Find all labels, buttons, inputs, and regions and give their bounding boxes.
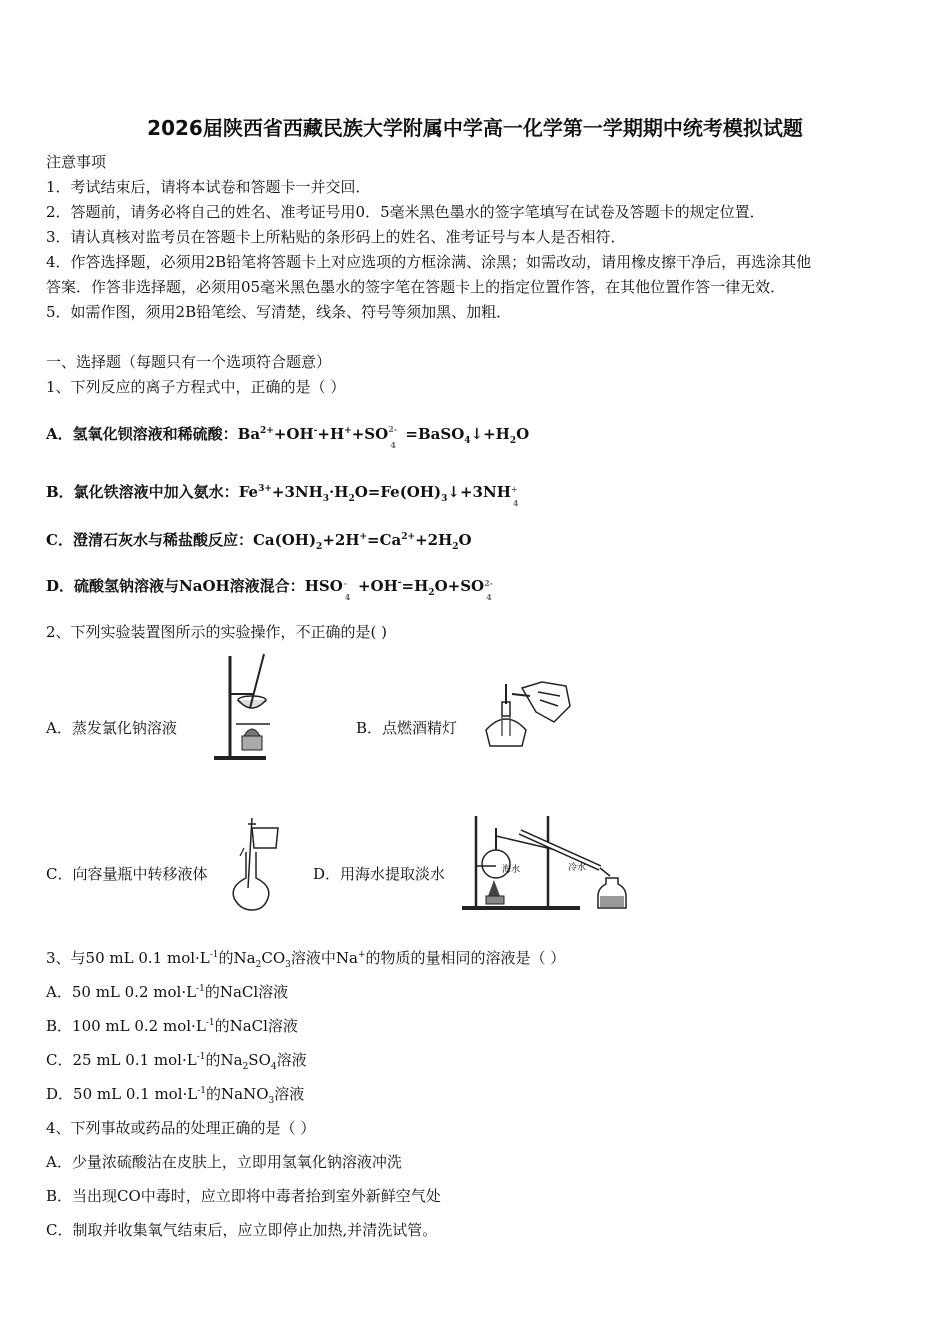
evaporation-apparatus-figure: [208, 652, 272, 764]
question-3-stem: 3、与50 mL 0.1 $mol\cdot L^{-1}$的$Na_2CO_3$溶液中Na+的物质的量相同的溶液是（ ）: [46, 949, 566, 970]
notice-item: 4．作答选择题，必须用2B铅笔将答题卡上对应选项的方框涂满、涂黑；如需改动，请用橡皮擦干净后，再选涂其他: [46, 253, 812, 271]
q1-option-c: C．澄清石灰水与稀盐酸反应：$Ca(OH)_2+2H^+=Ca^{2+}+2H_2O$: [46, 531, 472, 552]
q3-option-d: D．50 mL 0.1 $mol\cdot L^{-1}$的NaNO$_3$溶液: [46, 1085, 305, 1106]
q2-option-a: A．蒸发氯化钠溶液: [46, 719, 177, 737]
q1-option-b: B．氯化铁溶液中加入氨水：$Fe^{3+}+3NH_3\cdot H_2O=Fe(OH)_3↓+3NH$ + 4: [46, 483, 519, 508]
q2-option-c: C．向容量瓶中转移液体: [46, 865, 208, 883]
section-heading: 一、选择题（每题只有一个选项符合题意）: [46, 353, 332, 371]
q4-option-a: A．少量浓硫酸沾在皮肤上，立即用氢氧化钠溶液冲洗: [46, 1153, 402, 1171]
lighting-alcohol-lamp-figure: [482, 678, 572, 750]
q4-option-c: C．制取并收集氧气结束后，应立即停止加热,并清洗试管。: [46, 1221, 438, 1239]
question-4-stem: 4、下列事故或药品的处理正确的是（ ）: [46, 1119, 316, 1137]
notice-heading: 注意事项: [46, 153, 107, 171]
q4-option-b: B．当出现CO中毒时，应立即将中毒者抬到室外新鲜空气处: [46, 1187, 441, 1205]
coldwater-label: 冷水: [568, 863, 587, 873]
q3-option-c: C．25 mL 0.1 $mol\cdot L^{-1}$的$Na_2SO_4$溶液: [46, 1051, 307, 1072]
q3-option-a: A．50 mL 0.2 $mol\cdot L^{-1}$的NaCl溶液: [46, 983, 289, 1001]
notice-item: 1．考试结束后，请将本试卷和答题卡一并交回．: [46, 178, 371, 196]
notice-item: 3．请认真核对监考员在答题卡上所粘贴的条形码上的姓名、准考证号与本人是否相符．: [46, 228, 626, 246]
page-title: 2026届陕西省西藏民族大学附属中学高一化学第一学期期中统考模拟试题: [147, 116, 803, 140]
notice-item: 2．答题前，请务必将自己的姓名、准考证号用0．5毫米黑色墨水的签字笔填写在试卷及答题卡的规定位置．: [46, 203, 765, 221]
q2-option-d: D．用海水提取淡水: [313, 865, 446, 883]
question-2-stem: 2、下列实验装置图所示的实验操作，不正确的是( ): [46, 623, 388, 641]
q1-option-d: D．硫酸氢钠溶液与NaOH溶液混合：HSO - 4 $+OH^-=H_2O+SO$ 2- 4: [46, 577, 493, 602]
q3-option-b: B．100 mL 0.2 $mol\cdot L^{-1}$的NaCl溶液: [46, 1017, 298, 1035]
q2-option-b: B．点燃酒精灯: [356, 719, 458, 737]
volumetric-flask-figure: [226, 818, 296, 912]
seawater-label: 海水: [502, 865, 521, 875]
notice-item: 答案．作答非选择题，必须用05毫米黑色墨水的签字笔在答题卡上的指定位置作答，在其他位置作答一律无效．: [46, 278, 786, 296]
question-1-stem: 1、下列反应的离子方程式中，正确的是（ ）: [46, 378, 346, 396]
distillation-apparatus-figure: [460, 812, 632, 912]
notice-item: 5．如需作图，须用2B铅笔绘、写清楚，线条、符号等须加黑、加粗．: [46, 303, 512, 321]
q1-option-a: A．氢氧化钡溶液和稀硫酸：$Ba^{2+}+OH^-+H^++SO$ 2- 4 $=BaSO_4↓+H_2O$: [46, 424, 530, 450]
